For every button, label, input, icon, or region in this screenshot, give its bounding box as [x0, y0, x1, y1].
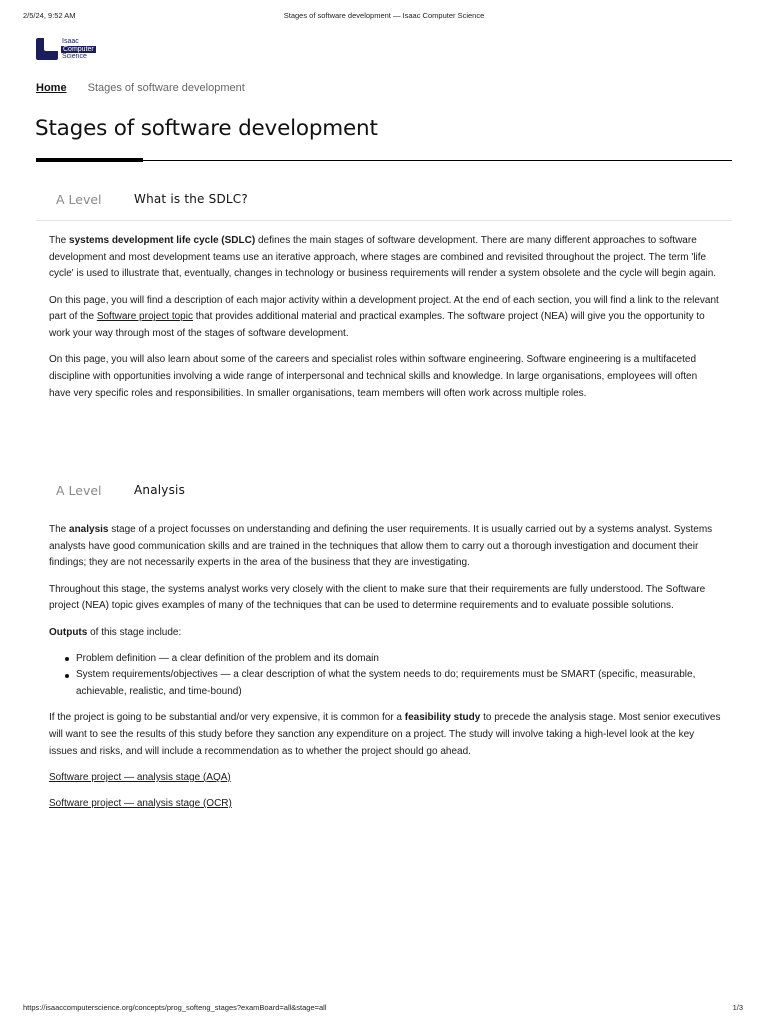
logo-mark-icon: [36, 38, 58, 60]
section-header-sdlc[interactable]: [36, 192, 732, 222]
paragraph: On this page, you will find a description of each major activity within a development project. At the end of each section, you will find a link to the relevant part of the Software project topic that provides additional material and practical examples. The software project (NEA) will give you the opportunity to work your way through most of the stages of software development.: [49, 294, 719, 340]
logo-line-3: Science: [62, 53, 87, 61]
logo-line-1: Isaac: [62, 38, 79, 45]
breadcrumb: [36, 82, 245, 94]
list-item: Problem definition — a clear definition of the problem and its domain: [76, 651, 721, 668]
outputs-list: [49, 651, 721, 701]
paragraph: [49, 796, 721, 813]
analysis-ocr-link[interactable]: Software project — analysis stage (OCR): [49, 798, 232, 810]
software-project-topic-link[interactable]: Software project topic: [96, 311, 193, 323]
print-footer: [0, 1003, 768, 1015]
list-item: System requirements/objectives — a clear description of what the system needs to do; requirements must be SMART (specific, measurable, achievable, realistic, and time-bound): [76, 667, 721, 700]
page-title: Stages of software development: [35, 116, 378, 141]
section-divider: [36, 220, 732, 221]
section-header-analysis[interactable]: [36, 483, 732, 513]
paragraph: [49, 770, 721, 787]
breadcrumb-home-link[interactable]: Home: [36, 82, 67, 94]
print-doc-title: Stages of software development — Isaac Computer Science: [283, 11, 485, 20]
print-header: [0, 11, 768, 23]
breadcrumb-current: Stages of software development: [87, 82, 245, 94]
section-content-analysis: [49, 522, 721, 822]
print-url: https://isaaccomputerscience.org/concepts/prog_softeng_stages?examBoard=all&stage=all: [23, 1003, 327, 1012]
section-content-sdlc: [49, 233, 721, 412]
logo-line-2: Computer: [63, 45, 94, 53]
print-datetime: 2/5/24, 9:52 AM: [23, 11, 76, 20]
analysis-aqa-link[interactable]: Software project — analysis stage (AQA): [49, 771, 231, 783]
paragraph: If the project is going to be substantial and/or very expensive, it is common for a feasibility study to precede the analysis stage. Most senior executives will want to see the results of this study before they sanction any expenditure on a project. The study will involve taking a high-level look at the key issues and risks, and will include a recommendation as to whether the project should go ahead.: [49, 712, 721, 757]
title-divider-accent: [36, 158, 143, 162]
section-level-label: A Level: [56, 192, 102, 207]
paragraph: Outputs of this stage include:: [49, 626, 182, 638]
paragraph: Throughout this stage, the systems analyst works very closely with the client to make sure that their requirements are fully understood. The Software project (NEA) topic gives examples of many of the techniques that can be used to determine requirements and to evaluate possible solutions.: [49, 583, 706, 612]
paragraph: On this page, you will also learn about some of the careers and specialist roles within software engineering. Software engineering is a multifaceted discipline with opportunities involving a wide range of interpersonal and technical skills and knowledge. In large organisations, employees will often have very specific roles and responsibilities. In smaller organisations, team members will often work across multiple roles.: [49, 354, 698, 399]
section-title: Analysis: [134, 483, 186, 497]
paragraph: The systems development life cycle (SDLC) defines the main stages of software development. There are many different approaches to software development and most development teams use an iterative approach, where stages are combined and revisited throughout the project. The term 'life cycle' is used to illustrate that, eventually, changes in technology or business requirements will render a system obsolete and the cycle will begin again.: [49, 235, 717, 280]
isaac-logo[interactable]: [36, 37, 108, 61]
section-level-label: A Level: [56, 483, 102, 498]
logo-text: [62, 38, 96, 61]
section-title: What is the SDLC?: [134, 192, 248, 206]
print-page-number: 1/3: [732, 1003, 743, 1012]
paragraph: The analysis stage of a project focusses on understanding and defining the user requirements. It is usually carried out by a systems analyst. Systems analysts have good communication skills and are trained in the techniques that allow them to carry out a thorough investigation and document their findings; they are not necessarily experts in the area of the business that they are investigating.: [49, 524, 713, 569]
